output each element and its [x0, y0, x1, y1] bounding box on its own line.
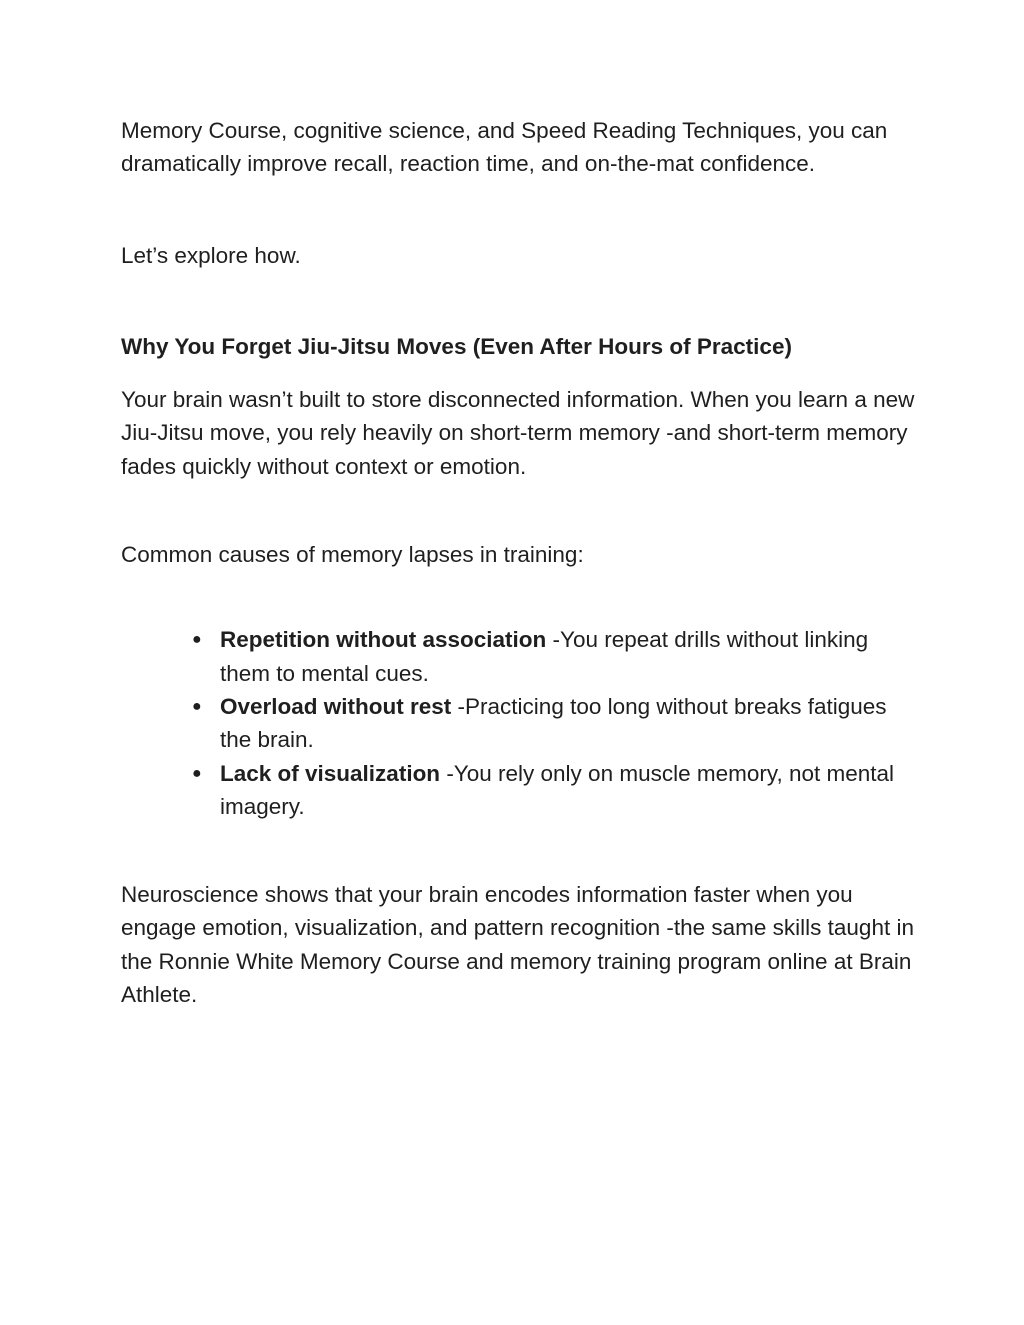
- causes-list: [121, 623, 921, 823]
- cause-text: -Practicing too long without breaks fatigues the brain.: [220, 693, 887, 753]
- bullet-icon: ●: [192, 631, 202, 649]
- bullet-icon: ●: [192, 697, 202, 715]
- cause-term: Repetition without association: [220, 627, 547, 653]
- cause-text: -You repeat drills without linking them to mental cues.: [220, 627, 869, 686]
- neuroscience-paragraph: Neuroscience shows that your brain encodes information faster when you engage emotion, visualization, and pattern recognition -the same skills taught in the Ronnie White Memory Course and memory training program online at Brain Athlete.: [121, 882, 914, 1008]
- section-heading: Why You Forget Jiu-Jitsu Moves (Even After Hours of Practice): [121, 333, 792, 359]
- brain-paragraph: Your brain wasn’t built to store disconnected information. When you learn a new Jiu-Jitsu move, you rely heavily on short-term memory -and short-term memory fades quickly without context or emotion.: [121, 387, 915, 479]
- cause-text: -You rely only on muscle memory, not mental imagery.: [220, 760, 895, 819]
- list-item: [192, 690, 921, 757]
- list-item: [192, 757, 921, 824]
- document-page: [121, 114, 921, 1011]
- list-item: [192, 623, 921, 690]
- intro-paragraph: Memory Course, cognitive science, and Speed Reading Techniques, you can dramatically improve recall, reaction time, and on-the-mat confidence.: [121, 118, 888, 177]
- cause-term: Overload without rest: [220, 693, 452, 719]
- lets-explore-paragraph: Let’s explore how.: [121, 242, 301, 268]
- common-causes-paragraph: Common causes of memory lapses in training:: [121, 542, 584, 568]
- cause-term: Lack of visualization: [220, 760, 441, 786]
- bullet-icon: ●: [192, 764, 202, 782]
